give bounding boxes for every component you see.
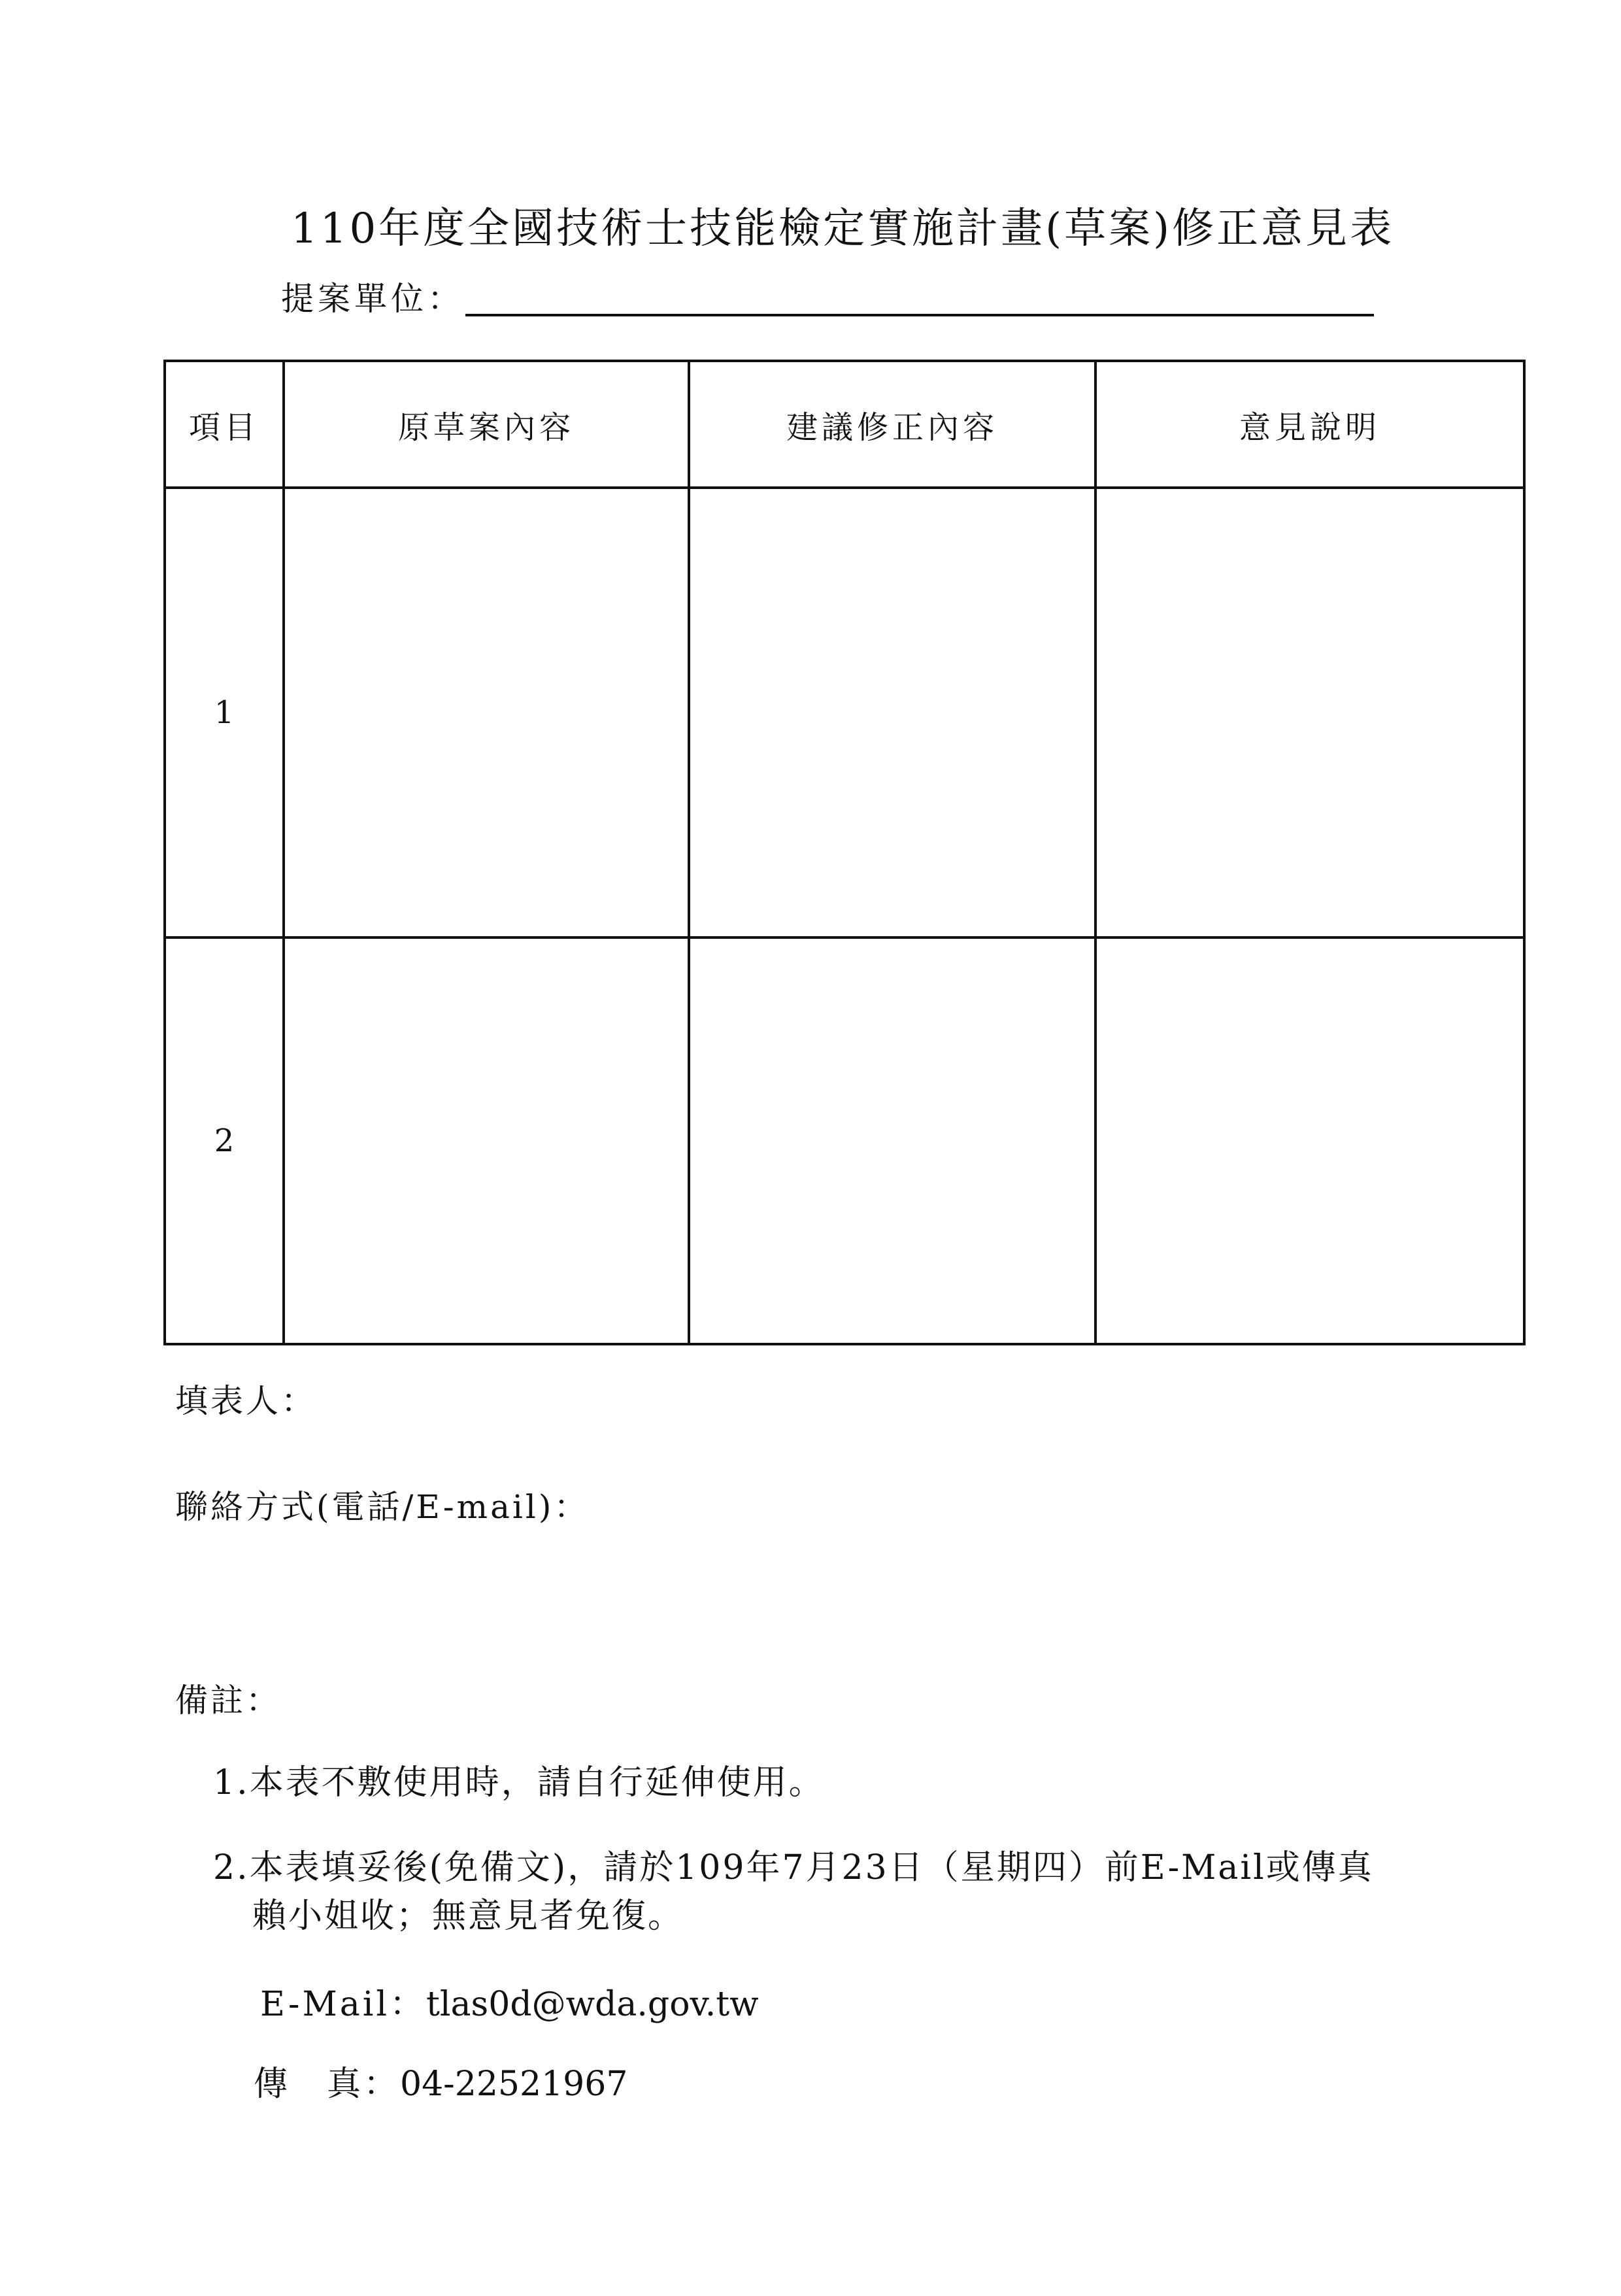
header-suggested-revision: 建議修正內容: [689, 361, 1095, 488]
fax-number: 04-22521967: [400, 2065, 628, 2104]
note-item-2-continued: 賴小姐收；無意見者免復。: [252, 1897, 684, 1936]
opinion-explanation-cell[interactable]: [1095, 937, 1524, 1344]
table-row: [165, 488, 1524, 937]
email-label: E-Mail：: [260, 1985, 427, 2024]
original-content-cell[interactable]: [284, 488, 689, 937]
row-item-number: 1: [165, 488, 284, 937]
note-item-1: 1.本表不敷使用時，請自行延伸使用。: [213, 1763, 825, 1802]
original-content-cell[interactable]: [284, 937, 689, 1344]
table-header-row: [165, 361, 1524, 488]
proposal-unit-blank-line: [465, 314, 1374, 316]
header-original-content: 原草案內容: [284, 361, 689, 488]
fax-label: 傳 真：: [254, 2065, 401, 2104]
header-item: 項目: [165, 361, 284, 488]
suggested-revision-cell[interactable]: [689, 488, 1095, 937]
row-item-number: 2: [165, 937, 284, 1344]
note-item-2: 2.本表填妥後(免備文)，請於109年7月23日（星期四）前E-Mail或傳真: [213, 1848, 1374, 1887]
suggested-revision-cell[interactable]: [689, 937, 1095, 1344]
fax-line: [254, 2065, 628, 2104]
filler-label: 填表人：: [175, 1382, 316, 1420]
notes-heading: 備註：: [175, 1681, 281, 1719]
email-line: [260, 1985, 759, 2024]
header-opinion-explanation: 意見說明: [1095, 361, 1524, 488]
contact-method-label: 聯絡方式(電話/E-mail)：: [175, 1488, 590, 1526]
proposal-unit-row: [281, 282, 1379, 322]
proposal-unit-label: 提案單位：: [281, 280, 464, 318]
form-title: 110年度全國技術士技能檢定實施計畫(草案)修正意見表: [291, 205, 1395, 253]
opinion-table: [163, 360, 1526, 1345]
table-row: [165, 937, 1524, 1344]
opinion-explanation-cell[interactable]: [1095, 488, 1524, 937]
email-address[interactable]: tlas0d@wda.gov.tw: [426, 1985, 759, 2024]
